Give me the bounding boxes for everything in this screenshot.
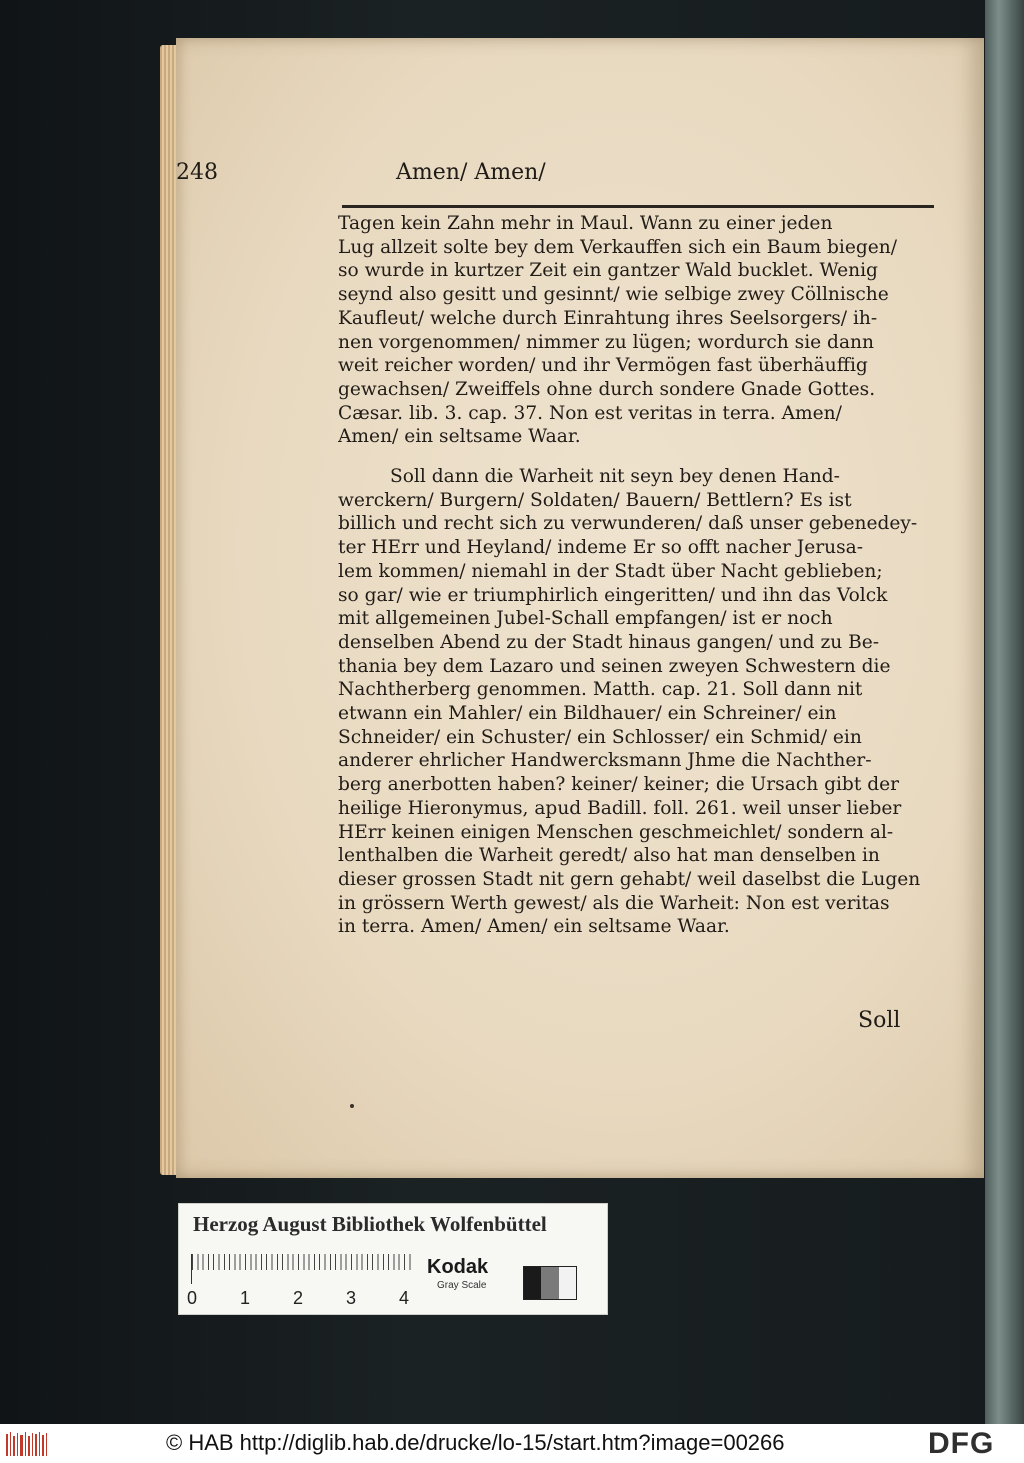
text-line: mit allgemeinen Jubel-Schall empfangen/ ist er noch [338,608,833,630]
catchword: Soll [858,1008,901,1033]
text-line: heilige Hieronymus, apud Badill. foll. 261. weil unser lieber [338,797,902,819]
text-line: lem kommen/ niemahl in der Stadt über Nacht geblieben; [338,560,883,582]
scale-ruler [191,1254,414,1284]
gray-swatch [559,1267,576,1299]
text-line: gewachsen/ Zweiffels ohne durch sondere Gnade Gottes. [338,378,876,400]
running-head-title: Amen/ Amen/ [396,160,546,185]
dfg-logo: DFG [928,1427,995,1460]
text-line: Lug allzeit solte bey dem Verkauffen sich ein Baum biegen/ [338,236,898,258]
running-head [176,160,736,190]
gray-swatch [541,1267,558,1299]
text-line: so wurde in kurtzer Zeit ein gantzer Wald bucklet. Wenig [338,260,878,282]
text-line: seynd also gesitt und gesinnt/ wie selbige zwey Cöllnische [338,284,889,306]
ruler-number: 4 [399,1288,410,1308]
text-line: so gar/ wie er triumphirlich eingeritten/ und ihn das Volck [338,584,888,606]
paragraph-2 [338,465,938,939]
gray-scale-label: Gray Scale [437,1280,487,1291]
kodak-brand: Kodak [427,1256,489,1278]
text-line: in grössern Werth gewest/ als die Warheit: Non est veritas [338,892,890,914]
text-line: billich und recht sich zu verwunderen/ daß unser gebenedey- [338,513,918,535]
text-line: in terra. Amen/ Amen/ ein seltsame Waar. [338,916,730,938]
text-line: Kaufleut/ welche durch Einrahtung ihres Seelsorgers/ ih- [338,307,878,329]
text-line: ter HErr und Heyland/ indeme Er so offt nacher Jerusa- [338,537,863,559]
text-line: dieser grossen Stadt nit gern gehabt/ weil daselbst die Lugen [338,868,921,890]
glass-plate [985,0,1024,1424]
text-line: HErr keinen einigen Menschen geschmeichlet/ sondern al- [338,821,894,843]
paragraph-1 [338,212,938,449]
text-line: weit reicher worden/ und ihr Vermögen fast überhäuffig [338,355,868,377]
ruler-number: 2 [293,1288,304,1308]
text-line: werckern/ Burgern/ Soldaten/ Bauern/ Bettlern? Es ist [338,489,852,511]
color-card [178,1203,608,1315]
ruler-number: 0 [187,1288,198,1308]
text-line: nen vorgenommen/ nimmer zu lügen; wordurch sie dann [338,331,874,353]
head-rule [342,205,934,208]
text-line: Schneider/ ein Schuster/ ein Schlosser/ ein Schmid/ ein [338,726,862,748]
gray-swatch [524,1267,541,1299]
text-line: Soll dann die Warheit nit seyn bey denen Hand- [390,466,840,488]
footer-source-link[interactable]: © HAB http://diglib.hab.de/drucke/lo-15/start.htm?image=00266 [166,1430,785,1455]
text-line: berg anerbotten haben? keiner/ keiner; die Ursach gibt der [338,774,900,796]
library-name: Herzog August Bibliothek Wolfenbüttel [193,1212,547,1236]
text-line: Tagen kein Zahn mehr in Maul. Wann zu einer jeden [338,213,833,234]
text-line: Cæsar. lib. 3. cap. 37. Non est veritas in terra. Amen/ [338,402,842,424]
ruler-number: 1 [240,1288,251,1308]
kodak-label [427,1256,507,1296]
ruler-numbers [187,1288,427,1310]
page-number: 248 [176,160,218,185]
text-line: Amen/ ein seltsame Waar. [338,426,581,448]
body-text [338,212,938,939]
text-line: thania bey dem Lazaro und seinen zweyen Schwestern die [338,655,891,677]
barcode-icon [6,1430,48,1458]
text-line: anderer ehrlicher Handwercksmann Jhme die Nachther- [338,750,872,772]
text-line: Nachtherberg genommen. Matth. cap. 21. Soll dann nit [338,679,863,701]
text-line: lenthalben die Warheit geredt/ also hat man denselben in [338,845,880,867]
footer-bar [0,1424,1024,1463]
ink-speck [350,1104,354,1108]
text-line: etwann ein Mahler/ ein Bildhauer/ ein Schreiner/ ein [338,703,837,725]
text-line: denselben Abend zu der Stadt hinaus gangen/ und zu Be- [338,631,880,653]
ruler-number: 3 [346,1288,357,1308]
gray-swatches [523,1266,577,1300]
